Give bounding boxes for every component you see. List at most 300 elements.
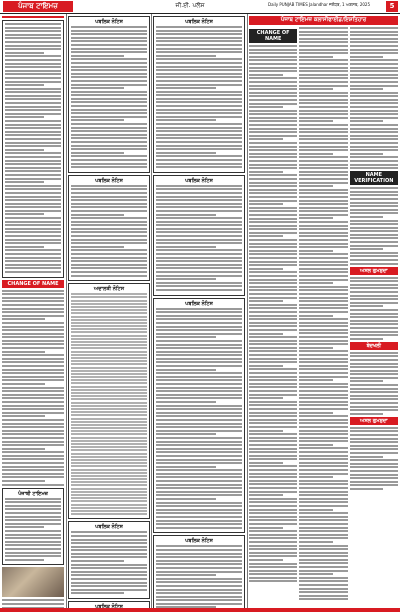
text-line: [156, 318, 242, 320]
text-line: [249, 275, 297, 277]
text-line: [156, 361, 242, 363]
text-line: [299, 530, 347, 532]
public-notice-5: [68, 601, 150, 608]
text-line: [71, 549, 147, 551]
text-line: [71, 246, 124, 248]
text-line: [156, 141, 242, 143]
text-line: [350, 263, 398, 265]
text-line: [156, 260, 242, 262]
text-line: [71, 507, 147, 509]
text-line: [71, 405, 147, 407]
text-line: [71, 224, 147, 226]
text-line: [299, 261, 347, 263]
col1-lines-c: [5, 498, 61, 561]
text-line: [5, 181, 44, 183]
text-line: [299, 509, 333, 511]
text-line: [350, 252, 398, 254]
text-line: [2, 599, 64, 601]
text-line: [5, 106, 61, 108]
text-line: [156, 242, 242, 244]
text-line: [350, 234, 398, 236]
text-line: [71, 497, 147, 499]
text-line: [299, 447, 347, 449]
text-line: [156, 509, 242, 511]
text-line: [249, 128, 297, 130]
text-line: [156, 394, 242, 396]
text-line: [156, 390, 242, 392]
text-line: [71, 137, 147, 139]
text-line: [299, 74, 347, 76]
text-line: [299, 379, 333, 381]
text-line: [299, 77, 347, 79]
text-line: [71, 44, 147, 46]
text-line: [156, 599, 242, 601]
text-line: [5, 264, 61, 266]
text-line: [299, 88, 333, 90]
text-line: [299, 555, 347, 557]
text-line: [71, 462, 147, 464]
text-line: [249, 250, 297, 252]
text-line: [249, 404, 297, 406]
text-line: [156, 412, 242, 414]
text-line: [71, 488, 147, 490]
text-line: [2, 426, 64, 428]
text-line: [249, 178, 297, 180]
text-line: [299, 494, 347, 496]
text-line: [71, 574, 147, 576]
text-line: [299, 491, 347, 493]
text-line: [299, 519, 347, 521]
text-line: [156, 333, 242, 335]
text-line: [71, 430, 147, 432]
text-line: [5, 160, 61, 162]
text-line: [5, 127, 61, 129]
text-line: [156, 224, 242, 226]
text-line: [156, 116, 242, 118]
text-line: [5, 228, 61, 230]
text-line: [299, 178, 347, 180]
newspaper-logo: ਪੰਜਾਬ ਟਾਇਮਜ਼: [3, 1, 73, 12]
text-line: [249, 437, 297, 439]
text-line: [249, 146, 297, 148]
text-line: [71, 260, 147, 262]
text-line: [5, 541, 61, 543]
text-line: [156, 101, 242, 103]
text-line: [350, 305, 384, 307]
text-line: [249, 465, 297, 467]
text-line: [299, 347, 333, 349]
text-line: [249, 77, 297, 79]
text-line: [299, 545, 347, 547]
text-line: [5, 109, 61, 111]
text-line: [5, 34, 61, 36]
notice-text: [71, 293, 147, 515]
text-line: [350, 284, 398, 286]
text-line: [249, 286, 297, 288]
text-line: [299, 167, 347, 169]
text-line: [71, 322, 147, 324]
text-line: [299, 164, 347, 166]
text-line: [299, 469, 347, 471]
text-line: [5, 249, 61, 251]
text-line: [299, 552, 347, 554]
text-line: [350, 77, 398, 79]
text-line: [71, 560, 124, 562]
text-line: [299, 210, 347, 212]
text-line: [156, 109, 242, 111]
text-line: [71, 421, 147, 423]
text-line: [71, 264, 147, 266]
text-line: [71, 296, 147, 298]
text-line: [299, 289, 347, 291]
text-line: [156, 62, 242, 64]
text-line: [249, 458, 297, 460]
text-line: [299, 451, 347, 453]
text-line: [71, 58, 147, 60]
text-line: [249, 74, 283, 76]
text-line: [71, 249, 147, 251]
text-line: [299, 487, 347, 489]
text-line: [71, 481, 147, 483]
text-line: [71, 145, 147, 147]
text-line: [299, 548, 347, 550]
text-line: [156, 451, 242, 453]
text-line: [5, 138, 61, 140]
text-line: [350, 202, 398, 204]
text-line: [5, 178, 61, 180]
text-line: [156, 512, 242, 514]
text-line: [71, 76, 147, 78]
text-line: [5, 163, 61, 165]
text-line: [156, 494, 242, 496]
text-line: [249, 570, 297, 572]
text-line: [249, 541, 297, 543]
text-line: [156, 571, 242, 573]
text-line: [350, 402, 398, 404]
text-line: [156, 545, 242, 547]
text-line: [156, 192, 242, 194]
text-line: [249, 358, 297, 360]
text-line: [156, 73, 242, 75]
text-line: [299, 365, 347, 367]
text-line: [71, 319, 147, 321]
text-line: [71, 62, 147, 64]
text-line: [249, 95, 297, 97]
notice-text: [156, 26, 242, 168]
text-line: [156, 415, 242, 417]
text-line: [5, 210, 61, 212]
text-line: [249, 350, 297, 352]
text-line: [2, 372, 64, 374]
text-line: [5, 30, 61, 32]
text-line: [156, 408, 242, 410]
text-line: [71, 306, 147, 308]
text-line: [71, 357, 147, 359]
text-line: [71, 33, 147, 35]
text-line: [71, 539, 147, 541]
text-line: [249, 106, 283, 108]
text-line: [71, 382, 147, 384]
col1-lines-b: [2, 290, 64, 486]
text-line: [71, 553, 147, 555]
text-line: [350, 227, 398, 229]
text-line: [249, 509, 297, 511]
text-line: [299, 501, 347, 503]
text-line: [249, 422, 297, 424]
text-line: [350, 56, 384, 58]
text-line: [156, 55, 216, 57]
text-line: [249, 386, 297, 388]
text-line: [350, 291, 398, 293]
text-line: [5, 221, 61, 223]
text-line: [350, 313, 398, 315]
text-line: [71, 491, 147, 493]
text-line: [156, 527, 242, 529]
text-line: [249, 379, 297, 381]
text-line: [5, 142, 61, 144]
text-line: [249, 318, 297, 320]
text-line: [299, 404, 347, 406]
text-line: [350, 27, 398, 29]
text-line: [249, 451, 297, 453]
text-line: [156, 278, 216, 280]
court-notice: [68, 283, 150, 519]
text-line: [71, 148, 147, 150]
text-line: [249, 498, 297, 500]
text-line: [249, 390, 297, 392]
text-line: [71, 206, 147, 208]
text-line: [249, 203, 283, 205]
text-line: [350, 164, 398, 166]
text-line: [2, 351, 45, 353]
text-line: [71, 134, 147, 136]
text-line: [5, 217, 61, 219]
text-line: [71, 231, 147, 233]
text-line: [5, 116, 44, 118]
text-line: [2, 405, 64, 407]
text-line: [299, 562, 347, 564]
text-line: [156, 66, 242, 68]
text-line: [5, 508, 61, 510]
text-line: [299, 110, 347, 112]
text-line: [156, 264, 242, 266]
text-line: [249, 49, 297, 51]
text-line: [2, 423, 64, 425]
text-line: [350, 466, 398, 468]
text-line: [350, 135, 398, 137]
text-line: [156, 253, 242, 255]
text-line: [299, 350, 347, 352]
text-line: [156, 33, 242, 35]
text-line: [249, 311, 297, 313]
text-line: [299, 566, 347, 568]
text-line: [71, 585, 147, 587]
text-line: [249, 235, 283, 237]
text-line: [71, 453, 147, 455]
text-line: [299, 383, 347, 385]
public-notice-title: ਪਬਲਿਕ ਨੋਟਿਸ: [185, 538, 213, 545]
text-line: [350, 205, 398, 207]
text-line: [249, 365, 283, 367]
text-line: [299, 221, 347, 223]
text-line: [249, 59, 297, 61]
text-line: [299, 67, 347, 69]
text-line: [350, 388, 398, 390]
text-line: [2, 300, 64, 302]
text-line: [299, 200, 347, 202]
text-line: [350, 456, 384, 458]
text-line: [2, 315, 64, 317]
text-line: [2, 308, 64, 310]
text-line: [71, 127, 147, 129]
text-line: [299, 253, 347, 255]
text-line: [299, 117, 347, 119]
text-line: [299, 462, 347, 464]
text-line: [156, 441, 242, 443]
text-line: [249, 394, 297, 396]
text-line: [71, 123, 147, 125]
text-line: [5, 552, 61, 554]
text-line: [299, 138, 347, 140]
text-line: [71, 51, 147, 53]
text-line: [2, 480, 45, 482]
text-line: [156, 308, 242, 310]
text-line: [299, 358, 347, 360]
text-line: [350, 295, 398, 297]
text-line: [350, 298, 398, 300]
text-line: [299, 570, 347, 572]
text-line: [299, 63, 347, 65]
text-line: [249, 347, 297, 349]
text-line: [350, 459, 398, 461]
text-line: [299, 343, 347, 345]
text-line: [5, 77, 61, 79]
text-line: [2, 329, 64, 331]
text-line: [350, 142, 398, 144]
text-line: [249, 487, 297, 489]
text-line: [71, 98, 147, 100]
text-line: [350, 327, 398, 329]
text-line: [299, 203, 347, 205]
text-line: [249, 329, 297, 331]
notice-text: [156, 308, 242, 529]
text-line: [156, 76, 242, 78]
text-line: [156, 405, 242, 407]
text-line: [71, 418, 147, 420]
text-line: [249, 289, 297, 291]
text-line: [350, 237, 398, 239]
text-line: [156, 448, 242, 450]
text-line: [249, 271, 297, 273]
text-line: [156, 581, 242, 583]
text-line: [299, 584, 347, 586]
text-line: [156, 127, 242, 129]
text-line: [299, 394, 347, 396]
text-line: [5, 213, 44, 215]
text-line: [249, 63, 297, 65]
text-line: [71, 112, 147, 114]
text-line: [350, 74, 398, 76]
text-line: [71, 94, 147, 96]
text-line: [350, 138, 398, 140]
text-line: [299, 397, 347, 399]
text-line: [299, 580, 347, 582]
public-notice-title: ਪਬਲਿਕ ਨੋਟਿਸ: [185, 300, 213, 307]
text-line: [71, 267, 147, 269]
text-line: [299, 300, 347, 302]
text-line: [249, 124, 297, 126]
text-line: [350, 31, 398, 33]
text-line: [350, 395, 398, 397]
text-line: [2, 401, 64, 403]
text-line: [249, 455, 297, 457]
text-line: [5, 544, 61, 546]
text-line: [299, 149, 347, 151]
text-line: [156, 163, 242, 165]
text-line: [156, 523, 242, 525]
text-line: [249, 210, 297, 212]
text-line: [299, 498, 347, 500]
text-line: [299, 41, 347, 43]
text-line: [5, 242, 61, 244]
name-verification-heading: NAME VERIFICATION: [350, 171, 398, 185]
text-line: [299, 217, 333, 219]
classified-heading-change-of-name: CHANGE OF NAME: [249, 29, 297, 43]
text-line: [350, 124, 398, 126]
text-line: [299, 279, 347, 281]
text-line: [249, 279, 297, 281]
text-line: [249, 253, 297, 255]
text-line: [299, 419, 347, 421]
text-line: [71, 130, 147, 132]
text-line: [156, 289, 242, 291]
text-line: [249, 113, 297, 115]
text-line: [299, 311, 347, 313]
text-line: [71, 203, 147, 205]
text-line: [156, 40, 242, 42]
notice-text: [156, 185, 242, 291]
text-line: [5, 530, 61, 532]
text-line: [156, 155, 242, 157]
text-line: [71, 582, 147, 584]
text-line: [156, 426, 242, 428]
text-line: [71, 303, 147, 305]
text-line: [249, 376, 297, 378]
text-line: [156, 249, 242, 251]
text-line: [71, 542, 147, 544]
text-line: [2, 333, 64, 335]
text-line: [71, 592, 124, 594]
text-line: [299, 106, 347, 108]
text-line: [299, 354, 347, 356]
text-line: [299, 271, 347, 273]
text-line: [5, 203, 61, 205]
bedakhli-heading: ਬੇਦਖਲੀ: [350, 342, 398, 350]
text-line: [156, 206, 242, 208]
text-line: [71, 192, 147, 194]
text-line: [71, 408, 147, 410]
text-line: [156, 578, 242, 580]
text-line: [156, 560, 242, 562]
text-line: [350, 355, 398, 357]
text-line: [71, 26, 147, 28]
text-line: [249, 523, 297, 525]
text-line: [71, 293, 147, 295]
text-line: [299, 458, 347, 460]
col1-lines-d: [2, 599, 64, 608]
text-line: [249, 160, 297, 162]
text-line: [71, 214, 124, 216]
